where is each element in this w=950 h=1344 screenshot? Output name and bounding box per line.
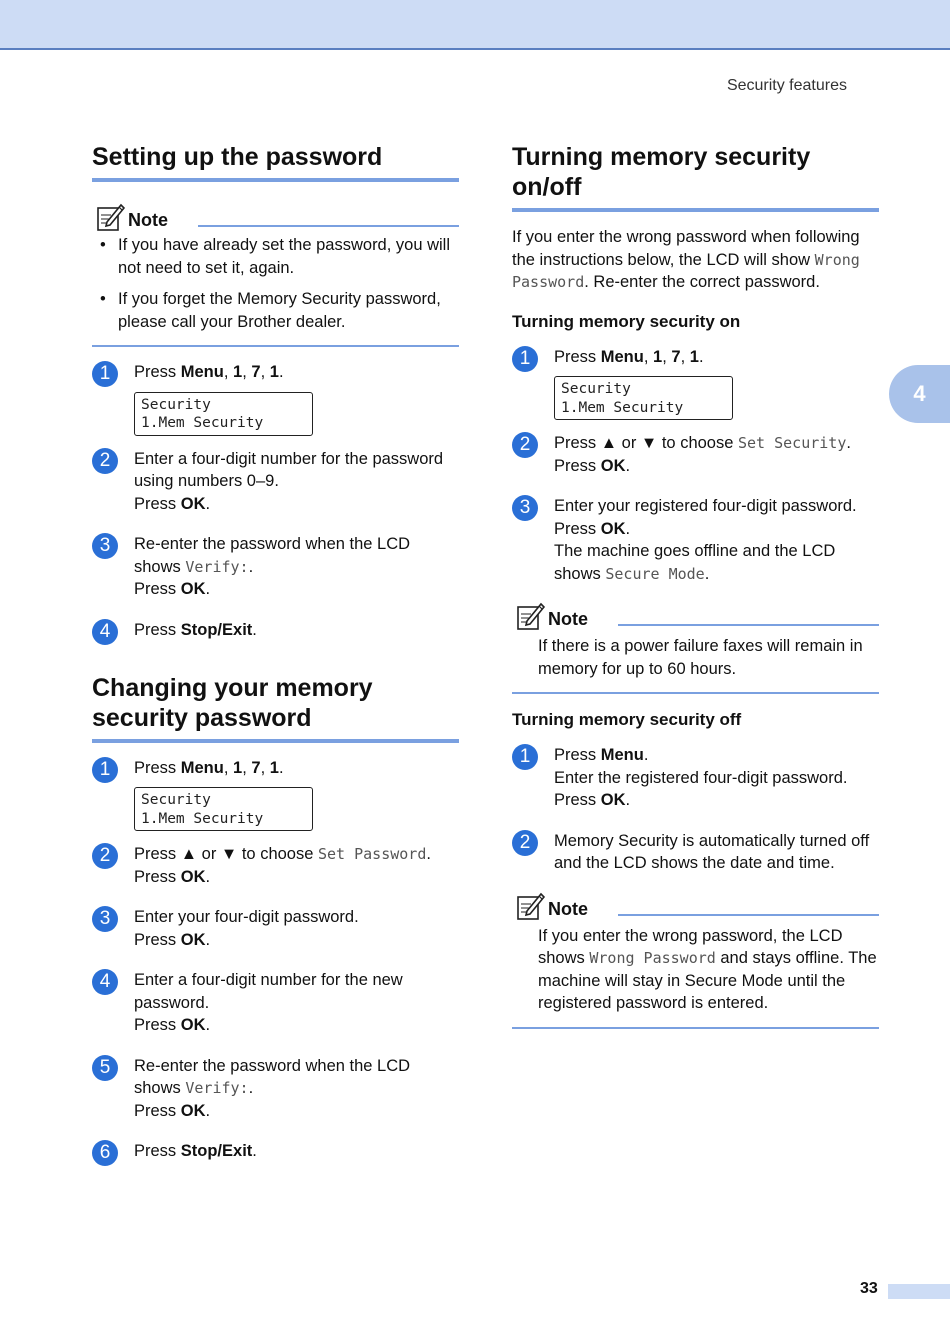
note-rule	[618, 914, 879, 916]
step-number: 6	[92, 1140, 118, 1166]
key-label: Menu	[600, 347, 644, 366]
step-number: 1	[512, 346, 538, 372]
paragraph-text: If you enter the wrong password when following the instructions below, the LCD will show	[512, 228, 860, 269]
step-text: .	[205, 1101, 211, 1120]
key-label: 1	[653, 347, 663, 366]
key-label: 7	[251, 758, 261, 777]
left-column	[92, 142, 459, 1166]
step-text: .	[704, 564, 710, 583]
right-column	[512, 142, 879, 1029]
step-2	[512, 830, 879, 875]
note-pencil-icon	[515, 891, 545, 921]
step-text: Press	[134, 758, 181, 777]
step-3	[92, 906, 459, 951]
key-label: OK	[600, 791, 626, 809]
page-number-bar	[888, 1284, 950, 1299]
step-text: .	[625, 791, 631, 809]
note-label: Note	[128, 210, 168, 230]
key-label: OK	[180, 494, 206, 513]
step-text: .	[252, 1142, 257, 1160]
step-number: 2	[92, 448, 118, 474]
lcd-message: Secure Mode	[605, 564, 705, 583]
step-4	[92, 619, 459, 645]
key-label: Stop/Exit	[180, 1142, 253, 1160]
change-steps	[92, 757, 459, 1167]
top-header-band	[0, 0, 950, 50]
note-text-part: If you enter the wrong password, the LCD shows	[538, 926, 843, 967]
step-text: .	[205, 1016, 211, 1034]
step-number: 2	[512, 432, 538, 458]
lcd-line: 1.Mem Security	[561, 399, 684, 416]
step-text: .	[625, 519, 631, 538]
step-number: 3	[92, 533, 118, 559]
lcd-line: 1.Mem Security	[141, 415, 264, 431]
lcd-message: Verify:	[185, 1079, 249, 1097]
step-text: Enter your four-digit password.	[134, 908, 359, 926]
step-text: .	[205, 930, 211, 949]
step-3	[92, 533, 459, 601]
note-text-part: and stays offline. The machine will stay in Secure Mode until the registered password is entered.	[538, 949, 877, 1012]
step-1	[92, 361, 459, 436]
step-text: Press	[554, 746, 601, 764]
note-rule	[198, 225, 459, 227]
step-number: 1	[92, 361, 118, 387]
step-text: Press	[134, 867, 181, 886]
step-text: ,	[242, 758, 252, 777]
step-text: .	[278, 758, 284, 777]
step-text: Press	[134, 580, 181, 598]
page-number: 33	[860, 1280, 878, 1297]
step-text: Memory Security is automatically turned off and the LCD shows the date and time.	[554, 831, 870, 872]
step-number: 3	[512, 495, 538, 521]
step-text: Press	[134, 1101, 181, 1120]
subheading-on: Turning memory security on	[512, 311, 741, 331]
step-text: ,	[662, 347, 672, 366]
note-power-failure	[512, 601, 879, 694]
step-text: Press	[134, 494, 181, 513]
step-1	[92, 757, 459, 832]
lcd-message: Set Password	[317, 845, 427, 863]
step-1	[512, 744, 879, 812]
chapter-tab: 4	[889, 365, 950, 423]
key-label: 1	[233, 363, 243, 381]
key-label: OK	[600, 519, 626, 538]
step-6	[92, 1140, 459, 1166]
step-text: Press	[554, 347, 601, 366]
step-number: 1	[92, 757, 118, 783]
note-text	[512, 925, 879, 1015]
step-text: .	[205, 494, 211, 513]
step-4	[92, 969, 459, 1037]
note-bullet-list	[92, 234, 459, 333]
step-number: 4	[92, 969, 118, 995]
step-text: Press	[134, 930, 181, 949]
step-text: .	[426, 845, 431, 863]
step-text: Press	[554, 791, 601, 809]
step-text: ,	[223, 363, 234, 381]
key-label: 7	[671, 347, 681, 366]
setup-steps	[92, 361, 459, 645]
step-number: 3	[92, 906, 118, 932]
lcd-message: Set Security	[737, 434, 847, 452]
step-number: 2	[92, 843, 118, 869]
lcd-line: Security	[561, 381, 631, 397]
note-rule	[618, 624, 879, 626]
step-text: Press	[554, 519, 601, 538]
list-item: • If you have already set the password, you will not need to set it, again.	[100, 234, 459, 279]
note-setup	[92, 202, 459, 347]
lcd-display	[134, 392, 313, 436]
note-pencil-icon	[515, 601, 545, 631]
section-title-onoff: Turning memory security on/off	[512, 142, 879, 212]
key-label: Menu	[180, 758, 224, 777]
step-text: ,	[260, 758, 270, 777]
key-label: OK	[180, 867, 206, 886]
step-text: ,	[260, 363, 270, 381]
key-label: OK	[180, 1101, 206, 1120]
step-text: Press	[554, 456, 601, 475]
key-label: 1	[269, 758, 279, 777]
step-text: Re-enter the password when the LCD shows	[134, 1056, 411, 1097]
lcd-line: Security	[141, 396, 211, 413]
step-text: ,	[223, 758, 234, 777]
step-3	[512, 495, 879, 585]
key-label: OK	[180, 580, 206, 598]
step-text: .	[205, 580, 211, 598]
step-text: .	[698, 347, 704, 366]
step-text: .	[278, 363, 284, 381]
key-label: 7	[251, 363, 261, 381]
step-text: Press	[134, 1016, 181, 1034]
note-label: Note	[548, 609, 588, 629]
step-text: Re-enter the password when the LCD shows	[134, 535, 411, 576]
step-2	[92, 843, 459, 888]
intro-paragraph	[512, 226, 879, 294]
key-label: OK	[600, 456, 626, 475]
lcd-line: Security	[141, 792, 211, 808]
note-end-rule	[512, 692, 879, 694]
step-text: .	[248, 557, 254, 576]
step-text: ,	[242, 363, 252, 381]
lcd-message: Verify:	[185, 557, 249, 576]
step-text: ,	[680, 347, 690, 366]
step-text: ,	[643, 347, 654, 366]
lcd-display	[554, 376, 733, 420]
note-end-rule	[512, 1027, 879, 1029]
key-label: Menu	[600, 746, 644, 764]
step-number: 2	[512, 830, 538, 856]
lcd-line: 1.Mem Security	[141, 810, 264, 827]
lcd-message: Wrong Password	[589, 949, 716, 967]
step-number: 5	[92, 1055, 118, 1081]
step-text: Press	[134, 363, 181, 381]
subheading-off: Turning memory security off	[512, 710, 742, 729]
step-text: Press ▲ or ▼ to choose	[554, 434, 738, 452]
key-label: 1	[689, 347, 699, 366]
step-text: .	[625, 456, 631, 475]
step-1	[512, 346, 879, 421]
section-title-setup: Setting up the password	[92, 142, 459, 182]
step-2	[92, 448, 459, 516]
step-text: .	[205, 867, 211, 886]
lcd-display	[134, 787, 313, 831]
paragraph-text: . Re-enter the correct password.	[584, 273, 820, 291]
step-text: .	[846, 434, 851, 452]
step-text: Press	[134, 1142, 181, 1160]
key-label: 1	[233, 758, 243, 777]
step-number: 4	[92, 619, 118, 645]
note-pencil-icon	[95, 202, 125, 232]
step-text: Enter a four-digit number for the password using numbers 0–9.	[134, 449, 444, 490]
step-text: Enter the registered four-digit password.	[554, 768, 848, 787]
key-label: OK	[180, 1016, 206, 1034]
step-text: Press ▲ or ▼ to choose	[134, 845, 318, 863]
step-2	[512, 432, 879, 477]
key-label: OK	[180, 930, 206, 949]
step-text: The machine goes offline and the LCD shows	[554, 542, 836, 583]
step-text: Press	[134, 620, 181, 639]
key-label: 1	[269, 363, 279, 381]
lcd-message: Wrong Password	[512, 250, 860, 291]
note-text: If there is a power failure faxes will remain in memory for up to 60 hours.	[538, 637, 863, 678]
step-5	[92, 1055, 459, 1123]
step-text: Enter your registered four-digit password.	[554, 497, 857, 515]
section-title-change: Changing your memory security password	[92, 673, 459, 743]
note-end-rule	[92, 345, 459, 347]
step-text: .	[252, 620, 257, 639]
running-head: Security features	[726, 77, 847, 94]
key-label: Menu	[180, 363, 224, 381]
key-label: Stop/Exit	[180, 620, 253, 639]
step-text: .	[643, 746, 649, 764]
list-item: • If you forget the Memory Security password, please call your Brother dealer.	[100, 288, 459, 333]
step-text: .	[248, 1079, 254, 1097]
step-number: 1	[512, 744, 538, 770]
note-label: Note	[548, 898, 588, 919]
off-steps	[512, 744, 879, 875]
on-steps	[512, 346, 879, 586]
step-text: Enter a four-digit number for the new password.	[134, 971, 403, 1012]
note-wrong-password	[512, 891, 879, 1029]
